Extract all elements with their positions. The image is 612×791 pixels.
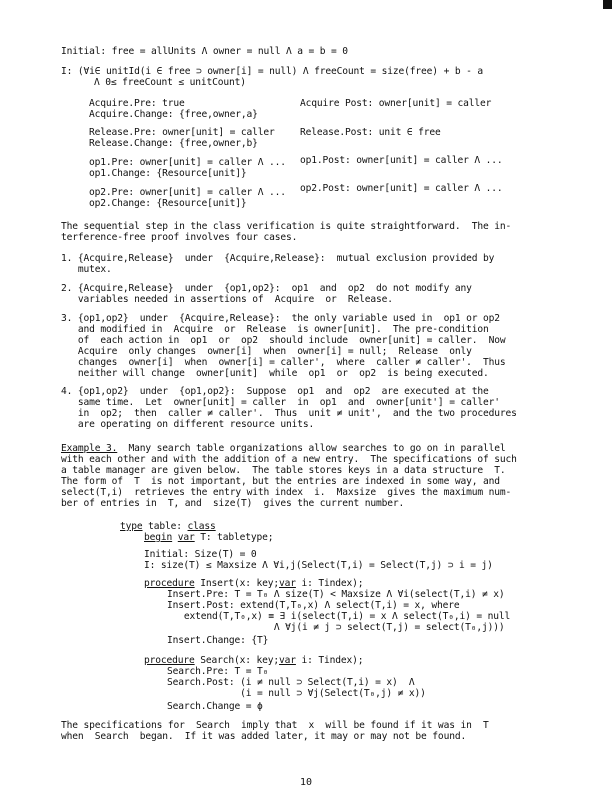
kw-procedure-search: procedure bbox=[144, 655, 195, 666]
case-3-line-6: neither will change owner[unit] while op1 or op2 is being executed. bbox=[61, 368, 489, 379]
case-3-line-5: changes owner[i] when owner[i] = caller', where caller ≠ caller'. Thus bbox=[61, 357, 506, 368]
para1-line-1: The sequential step in the class verification is quite straightforward. The in- bbox=[61, 221, 512, 232]
insert-pre: Insert.Pre: T = T₀ Λ size(T) < Maxsize Λ ∀i(select(T,i) ≠ x) bbox=[167, 589, 505, 600]
corner-mark bbox=[603, 0, 612, 9]
insert-decl-a: Insert(x: key; bbox=[194, 578, 280, 589]
closing-line-2: when Search began. If it was added later, it may or may not be found. bbox=[61, 731, 467, 742]
example-line-1 bbox=[61, 443, 505, 454]
op2-change: op2.Change: {Resource[unit]} bbox=[89, 198, 247, 209]
case-4-line-3: in op2; then caller ≠ caller'. Thus unit ≠ unit', and the two procedures bbox=[61, 408, 517, 419]
search-decl-b: i: Tindex); bbox=[295, 655, 364, 666]
acquire-pre: Acquire.Pre: true bbox=[89, 98, 185, 109]
type-decl bbox=[120, 521, 216, 532]
kw-begin: begin bbox=[144, 532, 173, 543]
example-line-3: a table manager are given below. The table stores keys in a data structure T. bbox=[61, 465, 506, 476]
case-3-line-1: 3. {op1,op2} under {Acquire,Release}: the only variable used in op1 or op2 bbox=[61, 313, 500, 324]
example-line-4: The form of T is not important, but the entries are indexed in some way, and bbox=[61, 476, 500, 487]
page-number: 10 bbox=[300, 777, 313, 788]
example-line-2: with each other and with the addition of a new entry. The specifications of such bbox=[61, 454, 517, 465]
case-3-line-4: Acquire only changes owner[i] when owner[i] = null; Release only bbox=[61, 346, 472, 357]
begin-decl bbox=[144, 532, 273, 543]
table-invariant: I: size(T) ≤ Maxsize Λ ∀i,j(Select(T,i) = Select(T,j) ⊃ i = j) bbox=[144, 560, 493, 571]
kw-var-insert: var bbox=[279, 578, 296, 589]
search-decl bbox=[144, 655, 363, 666]
case-2-line-2: variables needed in assertions of Acquire or Release. bbox=[61, 294, 393, 305]
closing-line-1: The specifications for Search imply that x will be found if it was in T bbox=[61, 720, 489, 731]
acquire-change: Acquire.Change: {free,owner,a} bbox=[89, 109, 258, 120]
invariant-line-2: Λ 0≤ freeCount ≤ unitCount) bbox=[94, 77, 246, 88]
case-1-line-1: 1. {Acquire,Release} under {Acquire,Release}: mutual exclusion provided by bbox=[61, 253, 495, 264]
kw-class: class bbox=[187, 521, 216, 532]
invariant-line-1: I: (∀i∈ unitId(i ∈ free ⊃ owner[i] = null) Λ freeCount = size(free) + b - a bbox=[61, 66, 483, 77]
release-pre: Release.Pre: owner[unit] = caller bbox=[89, 127, 275, 138]
op2-post: op2.Post: owner[unit] = caller Λ ... bbox=[300, 183, 503, 194]
example-line-6: ber of entries in T, and size(T) gives the current number. bbox=[61, 498, 405, 509]
table-initial: Initial: Size(T) = 0 bbox=[144, 549, 257, 560]
case-2-line-1: 2. {Acquire,Release} under {op1,op2}: op1 and op2 do not modify any bbox=[61, 283, 472, 294]
case-4-line-2: same time. Let owner[unit] = caller in op1 and owner[unit'] = caller' bbox=[61, 397, 500, 408]
case-4-line-4: are operating on different resource units. bbox=[61, 419, 315, 430]
begin-decl-rest: T: tabletype; bbox=[194, 532, 274, 543]
release-change: Release.Change: {free,owner,b} bbox=[89, 138, 258, 149]
kw-procedure-insert: procedure bbox=[144, 578, 195, 589]
insert-extend: extend(T,T₀,x) ≡ ∃ i(select(T,i) = x Λ select(T₀,i) = null bbox=[167, 611, 511, 622]
initial-line: Initial: free = allUnits Λ owner = null Λ a = b = 0 bbox=[61, 46, 348, 57]
insert-change: Insert.Change: {T} bbox=[167, 635, 269, 646]
kw-var-search: var bbox=[279, 655, 296, 666]
example-heading: Example 3. bbox=[61, 443, 118, 454]
kw-type: type bbox=[120, 521, 143, 532]
search-post-2: (i = null ⊃ ∀j(Select(T₀,j) ≠ x)) bbox=[167, 688, 426, 699]
search-decl-a: Search(x: key; bbox=[194, 655, 280, 666]
example-line-5: select(T,i) retrieves the entry with index i. Maxsize gives the maximum num- bbox=[61, 487, 512, 498]
type-decl-rest: table: bbox=[142, 521, 188, 532]
insert-post: Insert.Post: extend(T,T₀,x) Λ select(T,i) = x, where bbox=[167, 600, 460, 611]
case-3-line-2: and modified in Acquire or Release is owner[unit]. The pre-condition bbox=[61, 324, 489, 335]
example-line-1-rest: Many search table organizations allow searches to go on in parallel bbox=[117, 443, 506, 454]
para1-line-2: terference-free proof involves four cases. bbox=[61, 232, 298, 243]
op2-pre: op2.Pre: owner[unit] = caller Λ ... bbox=[89, 187, 286, 198]
op1-change: op1.Change: {Resource[unit]} bbox=[89, 168, 247, 179]
insert-decl-b: i: Tindex); bbox=[295, 578, 364, 589]
search-post: Search.Post: (i ≠ null ⊃ Select(T,i) = x) Λ bbox=[167, 677, 415, 688]
op1-post: op1.Post: owner[unit] = caller Λ ... bbox=[300, 155, 503, 166]
kw-var: var bbox=[177, 532, 195, 543]
acquire-post: Acquire Post: owner[unit] = caller bbox=[300, 98, 492, 109]
insert-decl bbox=[144, 578, 363, 589]
search-change: Search.Change = ϕ bbox=[167, 701, 263, 712]
case-4-line-1: 4. {op1,op2} under {op1,op2}: Suppose op1 and op2 are executed at the bbox=[61, 386, 489, 397]
case-3-line-3: of each action in op1 or op2 should include owner[unit] = caller. Now bbox=[61, 335, 506, 346]
insert-extend-2: Λ ∀j(i ≠ j ⊃ select(T,j) = select(T₀,j))) bbox=[167, 622, 505, 633]
op1-pre: op1.Pre: owner[unit] = caller Λ ... bbox=[89, 157, 286, 168]
search-pre: Search.Pre: T = T₀ bbox=[167, 666, 269, 677]
case-1-line-2: mutex. bbox=[61, 264, 112, 275]
release-post: Release.Post: unit ∈ free bbox=[300, 127, 441, 138]
